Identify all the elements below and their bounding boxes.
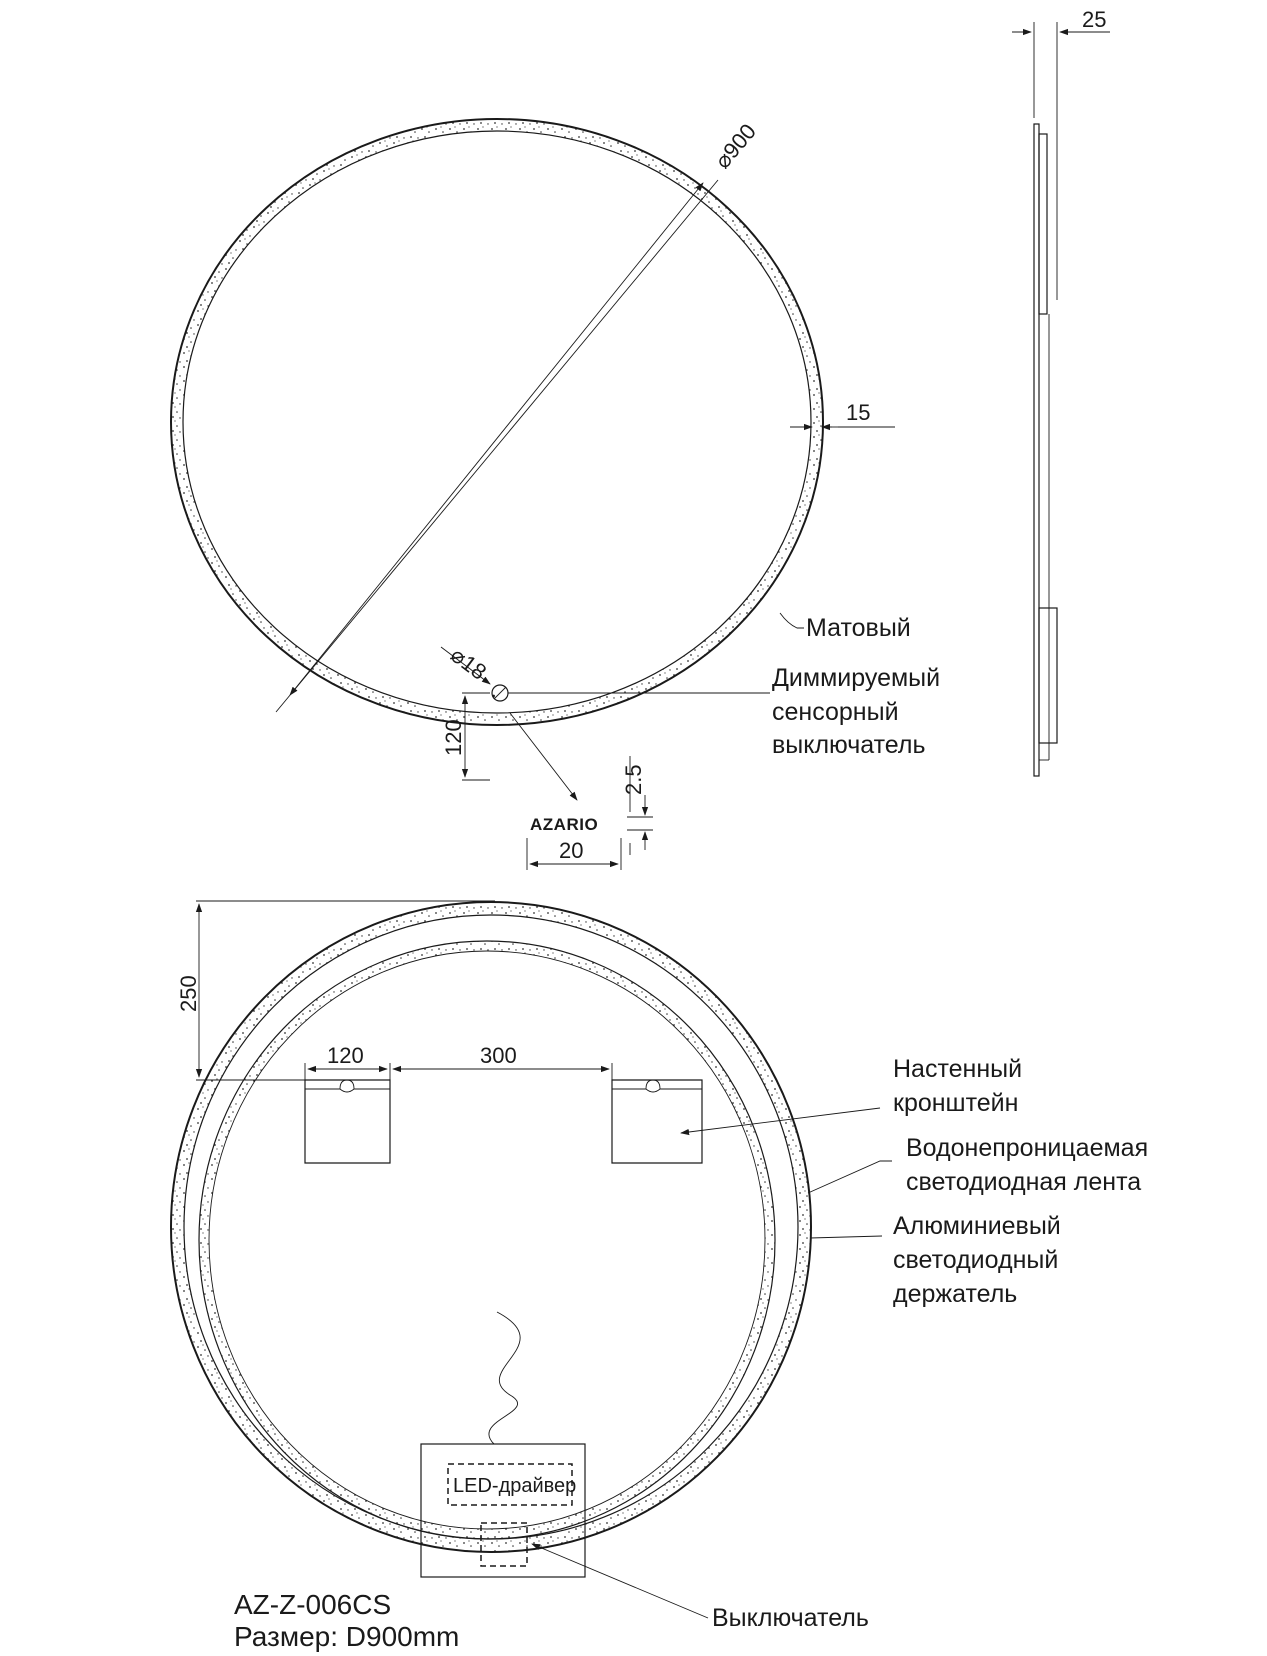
back-switch-callout [532,1544,869,1632]
matte-callout [780,613,911,642]
switch-callout-line-2: сенсорный [772,698,899,726]
switch-logo-mark: ⸱ [491,686,497,708]
logo-width-dimension [527,838,621,870]
led-callout-line-2: светодиодная лента [906,1168,1142,1196]
back-view [171,901,1148,1632]
led-strip-ring [199,941,775,1539]
bracket-top-label: 250 [176,975,201,1012]
side-driver-box [1039,608,1057,743]
bracket-spacing-dimension [393,1043,612,1080]
mirror-side-profile [1034,124,1039,776]
switch-offset-label: 120 [441,719,466,756]
side-bracket-top [1039,134,1047,314]
front-view [171,119,940,870]
matte-label: Матовый [806,614,911,642]
side-view [1012,7,1110,776]
led-strip-callout [808,1134,1148,1196]
mirror-back-frame [171,902,811,1552]
bracket-width-label: 120 [327,1043,364,1068]
diameter-dimension [276,119,761,712]
bracket-width-dimension [305,1043,390,1080]
switch-offset-dimension [441,693,490,780]
switch-diameter-label: ⌀18 [445,642,492,685]
frame-width-label: 15 [846,400,871,425]
bracket-callout-line-1: Настенный [893,1055,1023,1083]
led-driver-label: LED-драйвер [453,1475,577,1497]
switch-callout-line-3: выключатель [772,731,926,759]
back-switch-label: Выключатель [712,1604,869,1632]
switch-callout-line-1: Диммируемый [772,664,941,692]
diameter-label: ⌀900 [709,118,761,174]
led-driver-box [421,1444,585,1577]
model-code: AZ-Z-006CS [234,1589,392,1620]
holder-callout-line-1: Алюминиевый [893,1212,1061,1240]
logo-gap-dimension [621,756,653,855]
depth-dimension [1012,7,1110,300]
wall-bracket-left [305,1080,390,1163]
holder-callout-line-2: светодиодный [893,1246,1059,1274]
mirror-matte-frame [171,119,823,725]
bracket-callout-line-2: кронштейн [893,1089,1019,1117]
brand-logo [530,815,598,834]
depth-label: 25 [1082,7,1107,32]
switch-callout [772,664,940,759]
bracket-spacing-label: 300 [480,1043,517,1068]
size-label: Размер: D900mm [234,1621,460,1652]
holder-callout [810,1212,1061,1308]
frame-width-dimension [790,400,895,427]
footer [234,1589,459,1652]
led-callout-line-1: Водонепроницаемая [906,1134,1149,1162]
holder-callout-line-3: держатель [893,1280,1018,1308]
logo-gap-label: 2.5 [621,764,646,795]
logo-text: AZARIO [530,815,599,834]
logo-width-label: 20 [559,838,584,863]
power-cable [489,1312,520,1444]
wall-bracket-right [612,1080,702,1163]
